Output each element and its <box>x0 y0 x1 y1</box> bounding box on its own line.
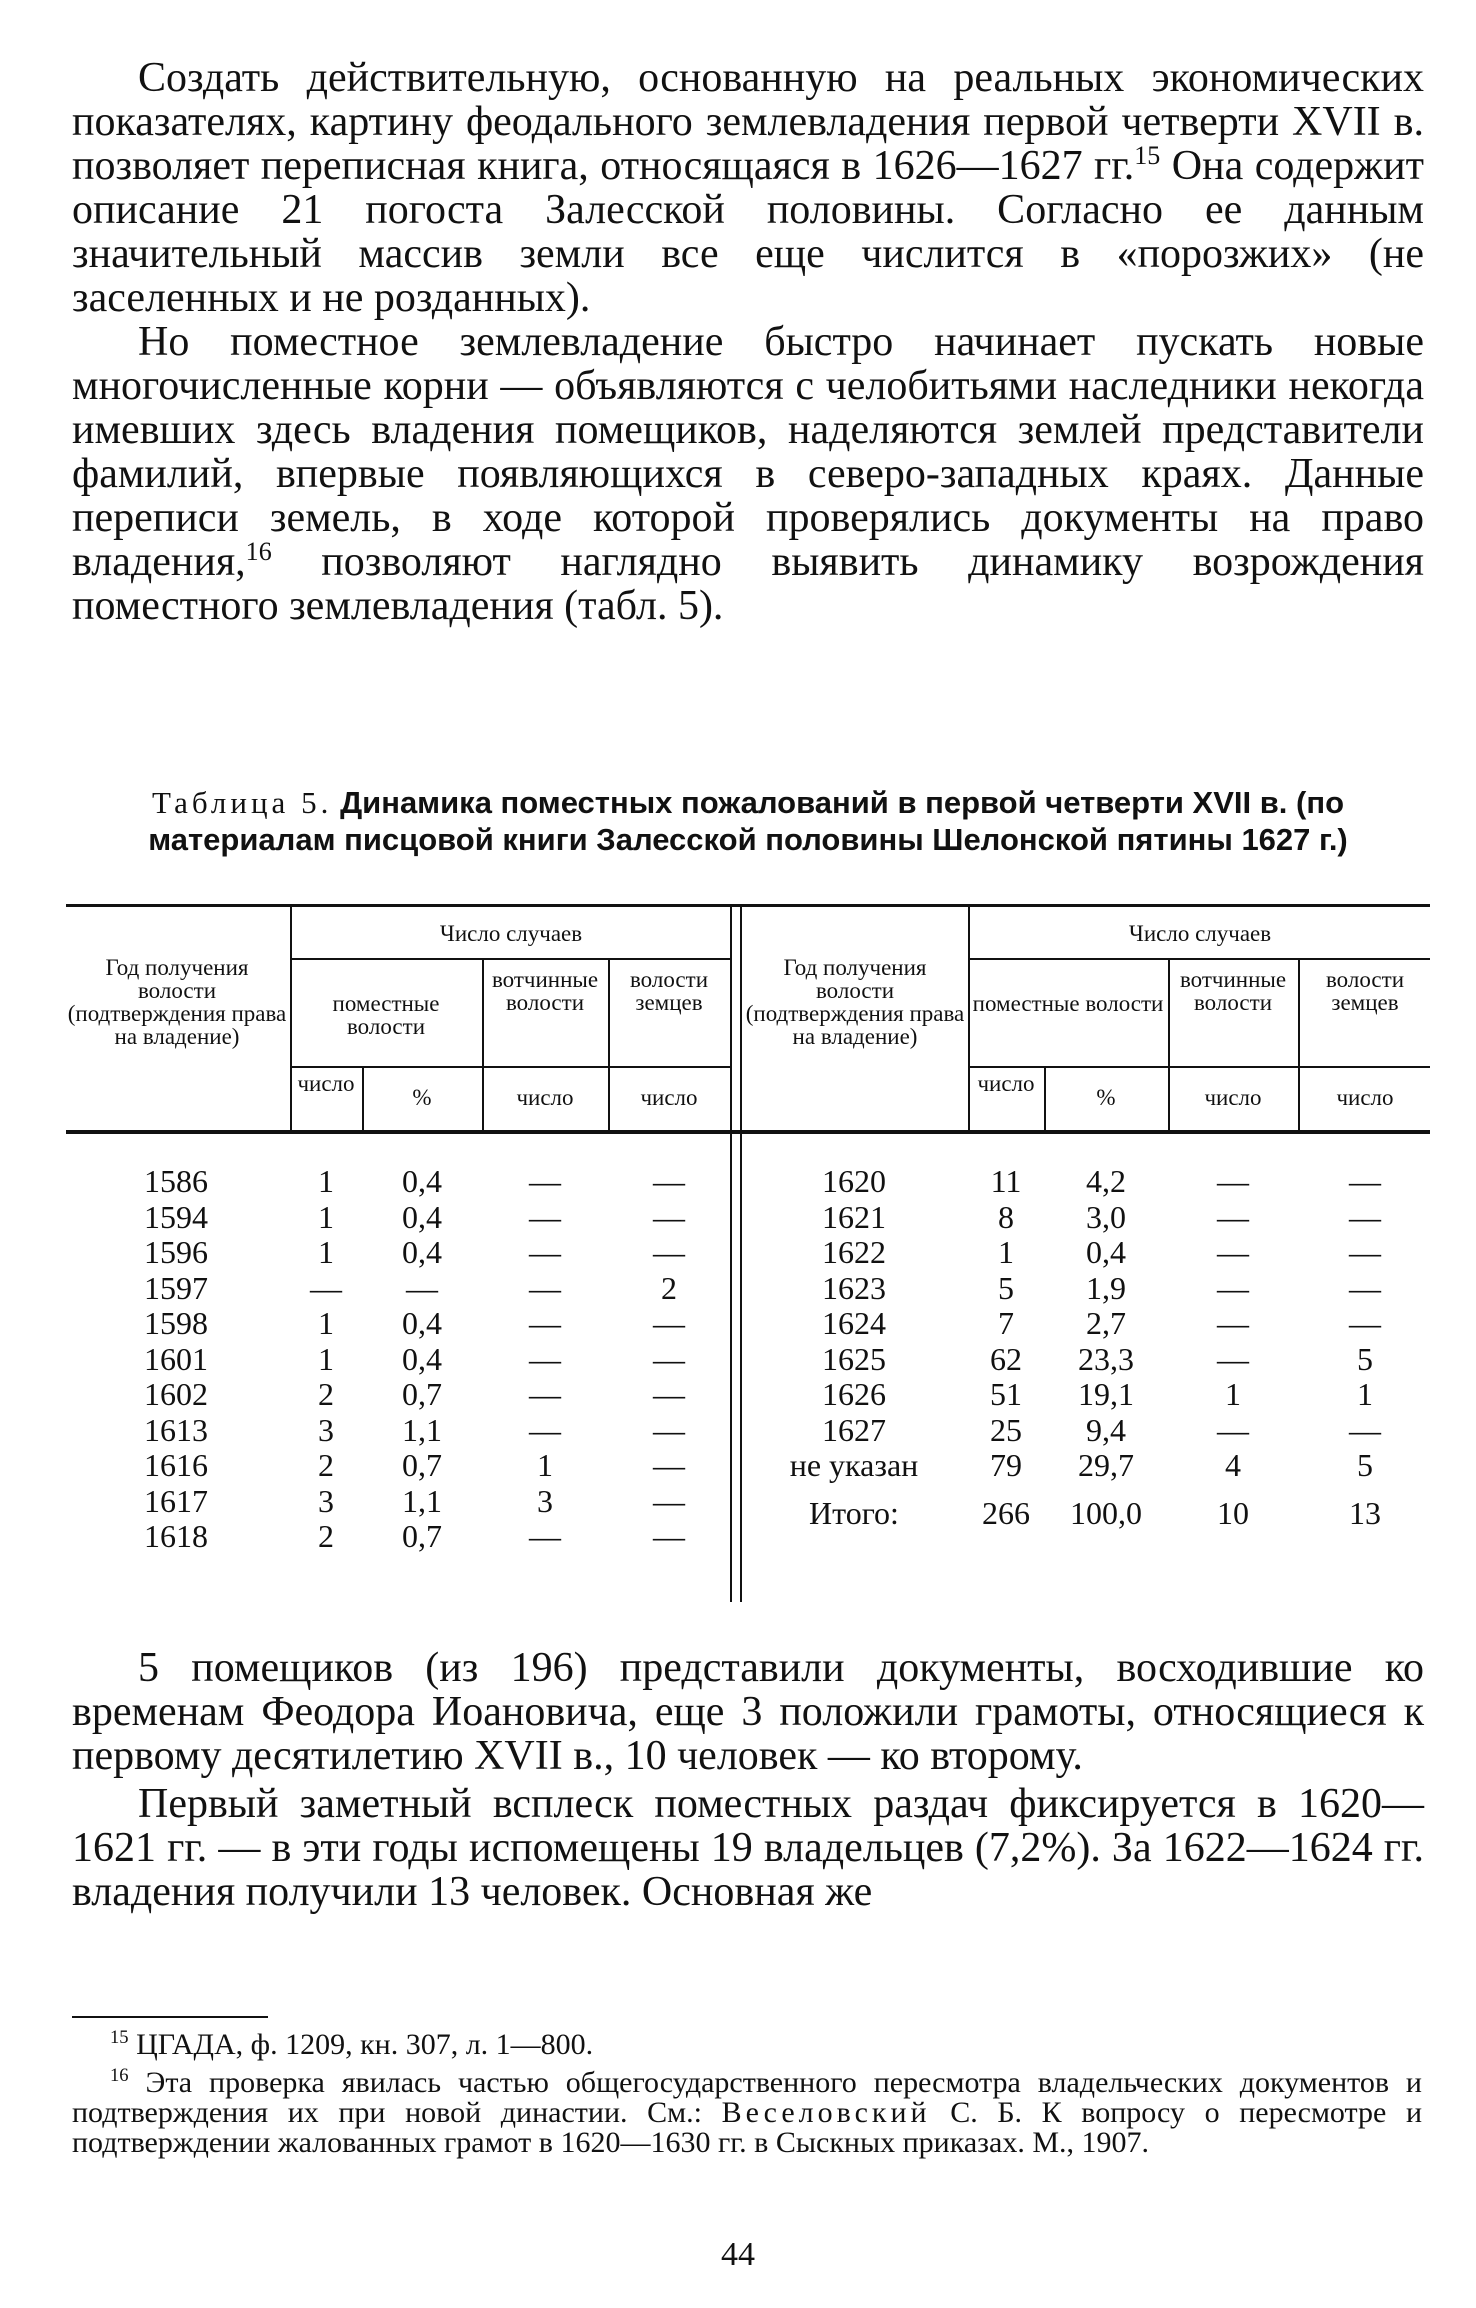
cell-v: — <box>1217 1305 1249 1341</box>
table-row <box>66 1484 730 1519</box>
cell-n: 1 <box>318 1234 334 1270</box>
cell-year: Итого: <box>809 1494 899 1531</box>
table-row <box>744 1200 1430 1235</box>
footnote-ref-16: 16 <box>245 537 272 566</box>
cell-pct: 2,7 <box>1086 1305 1126 1341</box>
cell-v: — <box>529 1305 561 1341</box>
cell-v: — <box>1217 1198 1249 1235</box>
cell-z: — <box>653 1163 685 1199</box>
table-title: Динамика поместных пожалований в первой четверти XVII в. (по материалам писцовой книги Залесской половины Шелонской пятины 1627 г.) <box>148 785 1348 857</box>
table-row <box>744 1377 1430 1412</box>
header-votchin-num-right: число <box>1204 1085 1262 1110</box>
cell-n: 62 <box>990 1340 1022 1377</box>
cell-n: — <box>310 1269 342 1306</box>
cell-n: 1 <box>318 1198 334 1235</box>
cell-pct: 0,4 <box>402 1340 442 1377</box>
header-votchin: вотчинные волости <box>491 967 599 1015</box>
cell-z: 2 <box>661 1269 677 1306</box>
header-num: число <box>297 1071 355 1096</box>
cell-pct: 100,0 <box>1070 1494 1142 1531</box>
cell-z: 5 <box>1357 1340 1373 1377</box>
cell-year: 1626 <box>822 1376 886 1412</box>
cell-pct: 1,1 <box>402 1411 442 1448</box>
cell-pct: 0,4 <box>402 1198 442 1235</box>
cell-n: 11 <box>990 1163 1022 1199</box>
cell-z: — <box>653 1305 685 1341</box>
cell-v: — <box>1217 1163 1249 1199</box>
cell-n: 1 <box>318 1340 334 1377</box>
header-votchin-num: число <box>516 1085 574 1110</box>
table-row <box>66 1164 730 1199</box>
cell-n: 2 <box>318 1447 334 1483</box>
cell-v: — <box>529 1234 561 1270</box>
cell-pct: 29,7 <box>1078 1447 1134 1483</box>
cell-z: 5 <box>1357 1447 1373 1483</box>
cell-v: 1 <box>1225 1376 1241 1412</box>
cell-n: 1 <box>998 1234 1014 1270</box>
cell-year: 1594 <box>144 1198 208 1235</box>
cell-pct: 0,4 <box>1086 1234 1126 1270</box>
cell-v: 1 <box>537 1447 553 1483</box>
bottom-text <box>72 1646 1424 1914</box>
cell-pct: 3,0 <box>1086 1198 1126 1235</box>
cell-z: — <box>653 1234 685 1270</box>
page-number: 44 <box>721 2236 755 2273</box>
cell-n: 79 <box>990 1447 1022 1483</box>
paragraph-4: Первый заметный всплеск поместных раздач фиксируется в 1620—1621 гг. — в эти годы испомещены 19 владельцев (7,2%). За 1622—1624 гг. владения получили 13 человек. Основная же <box>72 1781 1424 1915</box>
cell-z: — <box>1349 1411 1381 1448</box>
cell-v: — <box>529 1198 561 1235</box>
cell-z: — <box>1349 1198 1381 1235</box>
cell-v: — <box>529 1376 561 1412</box>
header-num-right: число <box>977 1071 1035 1096</box>
table-row <box>744 1271 1430 1306</box>
cell-z: — <box>653 1482 685 1519</box>
header-year-right: Год получения волости (подтверждения права на владение) <box>745 955 965 1049</box>
cell-v: — <box>1217 1234 1249 1270</box>
header-pomest: поместные волости <box>332 991 440 1039</box>
cell-year: 1622 <box>822 1234 886 1270</box>
table-row <box>744 1306 1430 1341</box>
cell-z: — <box>1349 1305 1381 1341</box>
header-pomest-right: поместные волости <box>972 991 1164 1016</box>
cell-v: — <box>529 1411 561 1448</box>
header-cases: Число случаев <box>439 921 583 946</box>
cell-v: — <box>529 1340 561 1377</box>
cell-v: — <box>1217 1411 1249 1448</box>
table-row <box>744 1448 1430 1483</box>
cell-year: 1616 <box>144 1447 208 1483</box>
table-row <box>66 1377 730 1412</box>
cell-year: 1601 <box>144 1340 208 1377</box>
footnote-author: Веселовский <box>721 2096 931 2129</box>
cell-z: — <box>653 1411 685 1448</box>
cell-v: 10 <box>1217 1494 1249 1531</box>
cell-pct: 1,9 <box>1086 1269 1126 1306</box>
paragraph-1: Создать действительную, основанную на реальных экономических показателях, картину феодального землевладения первой четверти XVII в. позволяет переписная книга, относящаяся в 1626—1627 гг.$^{15}$ Она содержит описание 21 погоста Залесской половины. Согласно ее данным значительный массив земли все еще числится в «порозжих» (не заселенных и не розданных). <box>72 55 1424 321</box>
cell-pct: 4,2 <box>1086 1163 1126 1199</box>
cell-n: 8 <box>998 1198 1014 1235</box>
footnotes <box>72 2027 1422 2159</box>
cell-n: 5 <box>998 1269 1014 1306</box>
cell-year: 1602 <box>144 1376 208 1412</box>
table-total-row <box>744 1496 1430 1531</box>
cell-pct: 9,4 <box>1086 1411 1126 1448</box>
header-pct: % <box>412 1085 432 1110</box>
cell-z: 13 <box>1349 1494 1381 1531</box>
cell-year: 1618 <box>144 1518 208 1554</box>
cell-n: 25 <box>990 1411 1022 1448</box>
table-row <box>66 1448 730 1483</box>
cell-pct: 0,7 <box>402 1376 442 1412</box>
cell-v: — <box>529 1269 561 1306</box>
cell-year: 1621 <box>822 1198 886 1235</box>
cell-n: 3 <box>318 1411 334 1448</box>
cell-pct: 0,4 <box>402 1305 442 1341</box>
cell-pct: 1,1 <box>402 1482 442 1519</box>
paragraph-3: 5 помещиков (из 196) представили документы, восходившие ко временам Феодора Иоановича, еще 3 положили грамоты, относящиеся к первому десятилетию XVII в., 10 человек — ко второму. <box>72 1645 1424 1779</box>
table-row <box>66 1271 730 1306</box>
cell-n: 7 <box>998 1305 1014 1341</box>
header-zemtsy-num: число <box>640 1085 698 1110</box>
paragraph-2: Но поместное землевладение быстро начинает пускать новые многочисленные корни — объявляются с челобитьями наследники некогда имевших здесь владения помещиков, наделяются землей представители фамилий, впервые появляющихся в северо-западных краях. Данные переписи земель, в ходе которой проверялись документы на право владения,$^{16}$ позволяют наглядно выявить динамику возрождения поместного землевладения (табл. 5). <box>72 319 1424 629</box>
cell-pct: 0,4 <box>402 1234 442 1270</box>
header-zemtsy-right: волости земцев <box>1325 967 1405 1015</box>
cell-z: — <box>653 1198 685 1235</box>
cell-v: — <box>1217 1340 1249 1377</box>
table-left-half <box>66 904 730 1602</box>
footnote-ref-15: 15 <box>1134 141 1161 170</box>
cell-year: 1623 <box>822 1269 886 1306</box>
cell-pct: 0,7 <box>402 1518 442 1554</box>
cell-z: — <box>1349 1269 1381 1306</box>
header-pct-right: % <box>1096 1085 1116 1110</box>
table-caption <box>72 784 1424 858</box>
cell-year: не указан <box>789 1447 919 1483</box>
cell-year: 1617 <box>144 1482 208 1519</box>
footnote-15: $^{15}$ ЦГАДА, ф. 1209, кн. 307, л. 1—800. <box>110 2027 594 2061</box>
cell-z: — <box>1349 1163 1381 1199</box>
table-right-half <box>744 904 1430 1602</box>
center-divider-1 <box>730 904 732 1602</box>
cell-pct: 19,1 <box>1078 1376 1134 1412</box>
cell-year: 1613 <box>144 1411 208 1448</box>
cell-pct: 23,3 <box>1078 1340 1134 1377</box>
cell-z: — <box>653 1518 685 1554</box>
data-table <box>66 904 1430 1602</box>
cell-n: 3 <box>318 1482 334 1519</box>
header-zemtsy: волости земцев <box>629 967 709 1015</box>
table-row <box>66 1200 730 1235</box>
footnote-rule <box>72 2016 268 2018</box>
header-zemtsy-num-right: число <box>1336 1085 1394 1110</box>
cell-n: 2 <box>318 1376 334 1412</box>
cell-pct: — <box>406 1269 438 1306</box>
cell-year: 1625 <box>822 1340 886 1377</box>
center-divider-2 <box>740 904 742 1602</box>
cell-z: — <box>653 1376 685 1412</box>
cell-v: 4 <box>1225 1447 1241 1483</box>
cell-n: 51 <box>990 1376 1022 1412</box>
cell-year: 1620 <box>822 1163 886 1199</box>
cell-n: 1 <box>318 1163 334 1199</box>
table-row <box>744 1164 1430 1199</box>
table-row <box>66 1519 730 1554</box>
header-cases-right: Число случаев <box>1128 921 1272 946</box>
table-row <box>744 1413 1430 1448</box>
header-votchin-right: вотчинные волости <box>1179 967 1287 1015</box>
cell-v: 3 <box>537 1482 553 1519</box>
cell-year: 1624 <box>822 1305 886 1341</box>
top-text <box>72 56 1424 628</box>
footnote-16: $^{16}$ Эта проверка явилась частью общегосударственного пересмотра владельческих документов и подтверждения их при новой династии. См.: Веселовский С. Б. К вопросу о пересмотре и подтверждении жалованных грамот в 1620—1630 гг. в Сыскных приказах. М., 1907. <box>72 2065 1422 2159</box>
cell-z: — <box>1349 1234 1381 1270</box>
cell-v: — <box>529 1518 561 1554</box>
cell-z: — <box>653 1340 685 1377</box>
table-row <box>66 1306 730 1341</box>
cell-year: 1598 <box>144 1305 208 1341</box>
table-row <box>66 1413 730 1448</box>
cell-n: 1 <box>318 1305 334 1341</box>
cell-year: 1627 <box>822 1411 886 1448</box>
cell-n: 266 <box>982 1494 1030 1531</box>
table-row <box>744 1235 1430 1270</box>
cell-n: 2 <box>318 1518 334 1554</box>
cell-year: 1586 <box>144 1163 208 1199</box>
table-row <box>744 1342 1430 1377</box>
cell-pct: 0,4 <box>402 1163 442 1199</box>
cell-v: — <box>529 1163 561 1199</box>
cell-z: 1 <box>1357 1376 1373 1412</box>
header-year: Год получения волости (подтверждения права на владение) <box>67 955 287 1049</box>
cell-year: 1597 <box>144 1269 208 1306</box>
table-label: Таблица 5. <box>151 785 333 820</box>
table-row <box>66 1235 730 1270</box>
cell-year: 1596 <box>144 1234 208 1270</box>
cell-pct: 0,7 <box>402 1447 442 1483</box>
cell-v: — <box>1217 1269 1249 1306</box>
table-row <box>66 1342 730 1377</box>
cell-z: — <box>653 1447 685 1483</box>
